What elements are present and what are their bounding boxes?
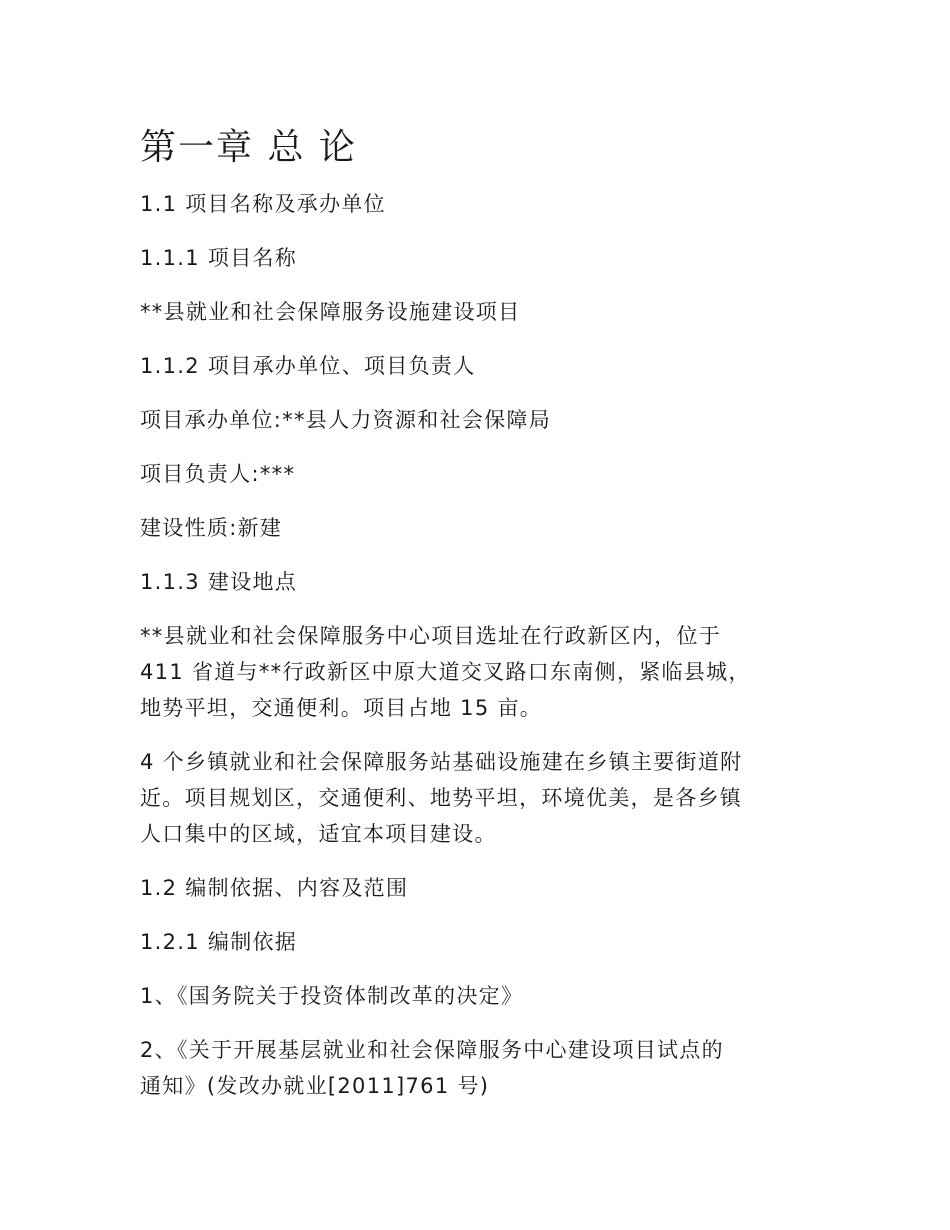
basis-item-1: 1、《国务院关于投资体制改革的决定》 [140,984,524,1008]
basis-item-2-line: 通知》(发改办就业[2011]761 号) [140,1074,490,1098]
location-paragraph-line: **县就业和社会保障服务中心项目选址在行政新区内，位于 [140,624,722,648]
construction-nature-text: 建设性质:新建 [140,516,283,540]
location-paragraph-line: 411 省道与**行政新区中原大道交叉路口东南侧，紧临县城， [140,660,751,684]
section-heading-1-1-1: 1.1.1 项目名称 [140,246,298,270]
basis-item-2-line: 2、《关于开展基层就业和社会保障服务中心建设项目试点的 [140,1038,724,1062]
undertaker-text: 项目承办单位:**县人力资源和社会保障局 [140,408,552,432]
town-paragraph [140,744,810,852]
town-paragraph-line: 人口集中的区域，适宜本项目建设。 [140,822,497,846]
project-name-text: **县就业和社会保障服务设施建设项目 [140,300,521,324]
leader-text: 项目负责人:*** [140,462,296,486]
section-heading-1-2-1: 1.2.1 编制依据 [140,930,298,954]
document-page [140,124,810,1122]
basis-item-2 [140,1032,810,1104]
town-paragraph-line: 近。项目规划区，交通便利、地势平坦，环境优美，是各乡镇 [140,786,743,810]
location-paragraph-line: 地势平坦，交通便利。项目占地 15 亩。 [140,696,543,720]
chapter-title: 第一章 总 论 [140,127,357,168]
section-heading-1-1-2: 1.1.2 项目承办单位、项目负责人 [140,354,476,378]
section-heading-1-1-3: 1.1.3 建设地点 [140,570,298,594]
town-paragraph-line: 4 个乡镇就业和社会保障服务站基础设施建在乡镇主要街道附 [140,750,743,774]
location-paragraph [140,618,810,726]
section-heading-1-2: 1.2 编制依据、内容及范围 [140,876,409,900]
section-heading-1-1: 1.1 项目名称及承办单位 [140,192,386,216]
